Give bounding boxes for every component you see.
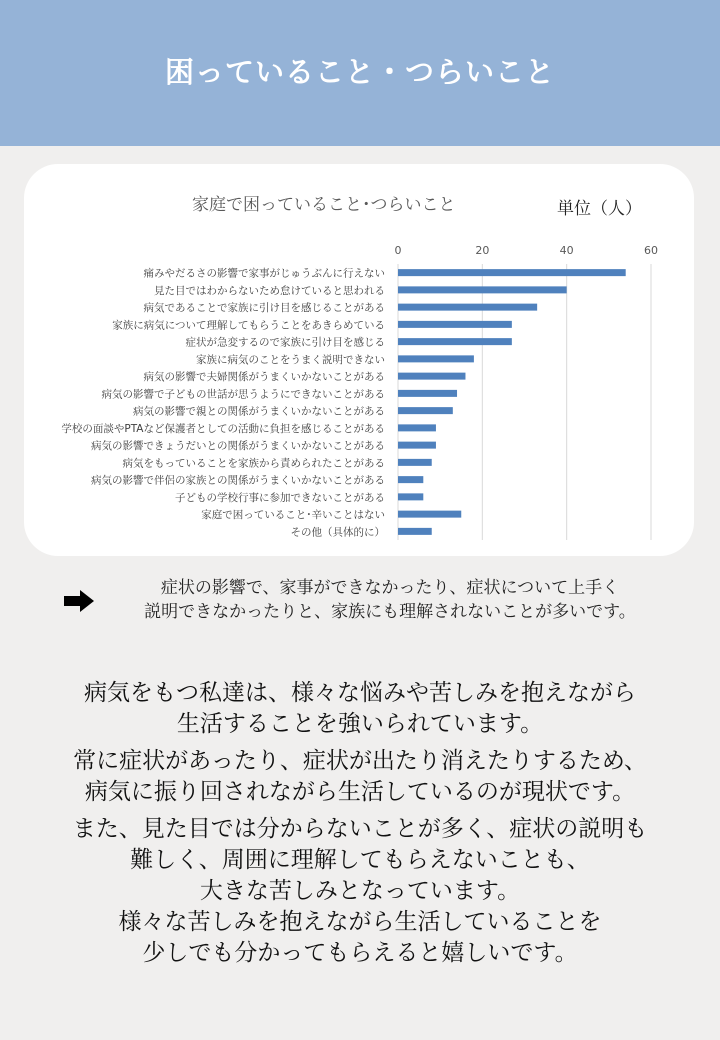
summary-line: 説明できなかったりと、家族にも理解されないことが多いです。 xyxy=(144,602,636,622)
bar xyxy=(398,442,436,449)
chart-unit-label: 単位（人） xyxy=(557,199,642,219)
x-tick-label: 20 xyxy=(475,244,490,257)
bar xyxy=(398,459,432,466)
y-tick-label: 症状が急変するので家族に引け目を感じる xyxy=(185,336,385,349)
y-tick-label: 病気の影響で夫婦関係がうまくいかないことがある xyxy=(143,371,385,384)
bar xyxy=(398,373,465,380)
page-title: 困っていること・つらいこと xyxy=(164,54,555,89)
bar xyxy=(398,269,626,276)
message-line: 常に症状があったり、症状が出たり消えたりするため、 xyxy=(73,748,647,774)
y-tick-label: 家族に病気のことをうまく説明できない xyxy=(196,353,385,366)
chart-summary xyxy=(100,576,680,624)
x-tick-label: 40 xyxy=(559,244,574,257)
bar xyxy=(398,493,423,500)
bar xyxy=(398,390,457,397)
y-tick-label: 病気の影響で子どもの世話が思うようにできないことがある xyxy=(101,388,385,401)
message-text xyxy=(30,678,690,969)
message-line: 生活することを強いられています。 xyxy=(176,711,544,737)
message-line: 病気に振り回されながら生活しているのが現状です。 xyxy=(84,779,636,805)
y-tick-label: 子どもの学校行事に参加できないことがある xyxy=(175,491,385,504)
bar xyxy=(398,338,512,345)
y-tick-label: 見た目ではわからないため怠けていると思われる xyxy=(154,284,385,297)
x-tick-label: 0 xyxy=(394,244,402,257)
y-tick-label: その他（具体的に） xyxy=(290,526,385,539)
right-arrow-icon xyxy=(64,590,94,612)
bar xyxy=(398,355,474,362)
bar xyxy=(398,528,432,535)
bar xyxy=(398,476,423,483)
y-tick-label: 病気であることで家族に引け目を感じることがある xyxy=(143,302,385,315)
bar xyxy=(398,304,537,311)
bar xyxy=(398,286,567,293)
message-line: 様々な苦しみを抱えながら生活していることを xyxy=(118,909,602,935)
chart-title: 家庭で困っていること･つらいこと xyxy=(192,195,456,215)
bar xyxy=(398,407,453,414)
y-tick-label: 病気の影響で伴侶の家族との関係がうまくいかないことがある xyxy=(91,474,385,487)
y-tick-label: 病気の影響で親との関係がうまくいかないことがある xyxy=(133,405,385,418)
x-tick-label: 60 xyxy=(644,244,658,257)
message-line: また、見た目では分からないことが多く、症状の説明も xyxy=(72,816,648,842)
y-tick-label: 家庭で困っていること･辛いことはない xyxy=(201,509,385,522)
message-line: 難しく、周囲に理解してもらえないことも、 xyxy=(130,847,590,873)
message-line: 少しでも分かってもらえると嬉しいです。 xyxy=(142,940,578,966)
bar xyxy=(398,511,461,518)
bar xyxy=(398,321,512,328)
y-tick-label: 痛みやだるさの影響で家事がじゅうぶんに行えない xyxy=(143,267,385,280)
y-tick-label: 病気をもっていることを家族から責められたことがある xyxy=(122,457,385,470)
bar xyxy=(398,424,436,431)
message-line: 大きな苦しみとなっています。 xyxy=(199,878,521,904)
y-tick-label: 病気の影響できょうだいとの関係がうまくいかないことがある xyxy=(91,440,385,453)
message-line: 病気をもつ私達は、様々な悩みや苦しみを抱えながら xyxy=(84,680,636,706)
y-tick-label: 家族に病気について理解してもらうことをあきらめている xyxy=(112,319,385,332)
y-tick-label: 学校の面談やPTAなど保護者としての活動に負担を感じることがある xyxy=(61,422,385,435)
summary-line: 症状の影響で、家事ができなかったり、症状について上手く xyxy=(160,578,620,598)
